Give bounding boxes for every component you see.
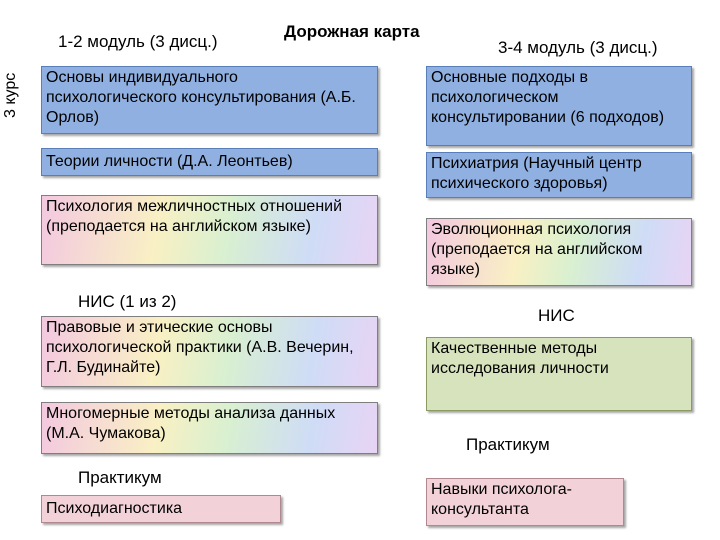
- course-box-evolutionary-psychology: Эволюционная психология (преподается на английском языке): [426, 218, 692, 286]
- page-title: Дорожная карта: [284, 22, 420, 41]
- course-box-counseling-basics: Основы индивидуального психологического консультирования (А.Б. Орлов): [41, 66, 378, 134]
- course-box-legal-ethics: Правовые и этические основы психологической практики (А.В. Вечерин, Г.Л. Будинайте): [41, 316, 378, 387]
- course-label: 3 курс: [2, 72, 19, 118]
- course-box-psychodiagnostics: Психодиагностика: [41, 495, 281, 523]
- left-practicum-label: Практикум: [78, 468, 162, 487]
- course-box-interpersonal-relations: Психология межличностных отношений (преподается на английском языке): [41, 195, 378, 265]
- right-module-heading: 3-4 модуль (3 дисц.): [498, 38, 658, 57]
- course-box-qualitative-methods: Качественные методы исследования личности: [426, 337, 692, 411]
- course-box-counselor-skills: Навыки психолога-консультанта: [426, 478, 624, 526]
- right-nis-label: НИС: [538, 306, 575, 325]
- course-box-personality-theories: Теории личности (Д.А. Леонтьев): [41, 148, 378, 176]
- right-practicum-label: Практикум: [466, 435, 550, 454]
- left-nis-label: НИС (1 из 2): [78, 292, 177, 311]
- course-box-multivariate-methods: Многомерные методы анализа данных (М.А. Чумакова): [41, 402, 378, 454]
- course-box-counseling-approaches: Основные подходы в психологическом консультировании (6 подходов): [426, 66, 692, 146]
- course-box-psychiatry: Психиатрия (Научный центр психического здоровья): [426, 152, 692, 198]
- left-module-heading: 1-2 модуль (3 дисц.): [58, 32, 218, 51]
